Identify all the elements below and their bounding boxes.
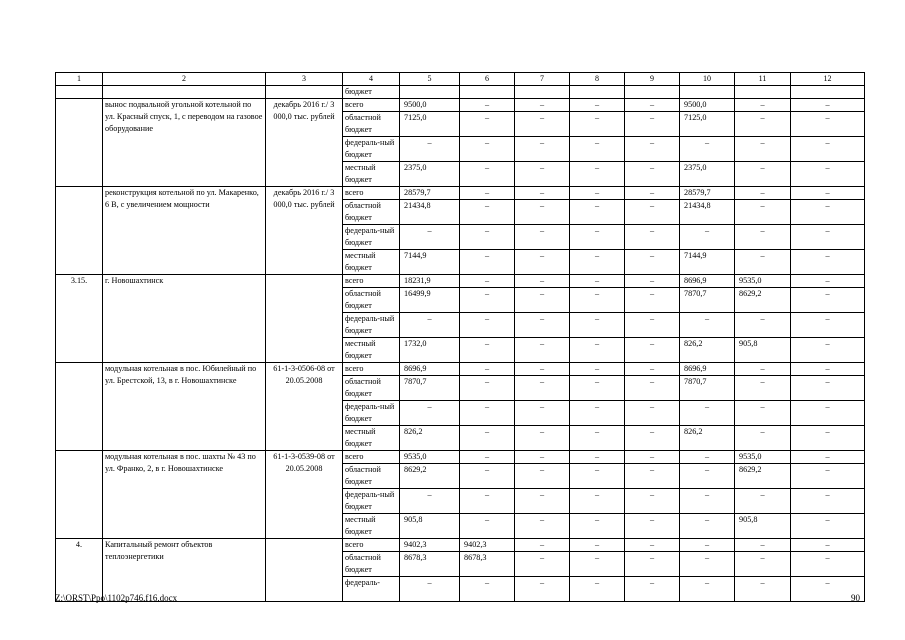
value-cell: 905,8	[400, 514, 460, 539]
value-cell: 8629,2	[400, 464, 460, 489]
value-cell: 8696,9	[680, 275, 735, 288]
value-cell: –	[515, 313, 570, 338]
value-cell: –	[625, 187, 680, 200]
value-cell: –	[625, 426, 680, 451]
value-cell: –	[625, 162, 680, 187]
value-cell: 9402,3	[400, 539, 460, 552]
value-cell: –	[515, 187, 570, 200]
value-cell: –	[791, 489, 865, 514]
value-cell: 8696,9	[680, 363, 735, 376]
value-cell: –	[570, 225, 625, 250]
funding-source: областной бюджет	[343, 112, 400, 137]
budget-table	[55, 72, 865, 602]
value-cell: –	[570, 112, 625, 137]
value-cell: –	[515, 376, 570, 401]
value-cell: 1732,0	[400, 338, 460, 363]
value-cell: –	[735, 250, 791, 275]
item-number	[56, 187, 103, 275]
value-cell: –	[460, 187, 515, 200]
value-cell: –	[400, 137, 460, 162]
value-cell: –	[515, 363, 570, 376]
value-cell: 28579,7	[680, 187, 735, 200]
item-name: Капитальный ремонт объектов теплоэнергетики	[103, 539, 266, 602]
column-number: 6	[460, 73, 515, 86]
value-cell: –	[735, 162, 791, 187]
value-cell: 7144,9	[680, 250, 735, 275]
value-cell: –	[400, 401, 460, 426]
value-cell: –	[460, 401, 515, 426]
value-cell: –	[625, 250, 680, 275]
value-cell: –	[625, 200, 680, 225]
value-cell: –	[791, 162, 865, 187]
value-cell: –	[625, 539, 680, 552]
value-cell: –	[460, 464, 515, 489]
value-cell: –	[570, 539, 625, 552]
value-cell: –	[735, 187, 791, 200]
value-cell: –	[625, 552, 680, 577]
value-cell: –	[570, 162, 625, 187]
value-cell: –	[570, 514, 625, 539]
value-cell: –	[791, 288, 865, 313]
funding-source: местный бюджет	[343, 426, 400, 451]
value-cell: –	[515, 552, 570, 577]
empty-cell	[103, 86, 266, 99]
value-cell: –	[735, 401, 791, 426]
value-cell: –	[791, 187, 865, 200]
value-cell: –	[515, 200, 570, 225]
table-row	[56, 187, 865, 200]
value-cell: –	[791, 338, 865, 363]
value-cell: –	[400, 313, 460, 338]
column-number: 10	[680, 73, 735, 86]
value-cell: –	[625, 338, 680, 363]
value-cell: 9535,0	[400, 451, 460, 464]
column-number: 3	[266, 73, 343, 86]
value-cell: –	[570, 275, 625, 288]
value-cell: 7870,7	[680, 288, 735, 313]
value-cell: –	[515, 225, 570, 250]
funding-source: местный бюджет	[343, 514, 400, 539]
page-number: 90	[851, 593, 860, 603]
table-row	[56, 539, 865, 552]
value-cell: –	[570, 187, 625, 200]
value-cell: –	[791, 376, 865, 401]
value-cell: –	[515, 162, 570, 187]
value-cell: –	[460, 514, 515, 539]
item-name: модульная котельная в пос. шахты № 43 по ул. Франко, 2, в г. Новошахтинске	[103, 451, 266, 539]
value-cell: –	[735, 539, 791, 552]
value-cell: –	[791, 539, 865, 552]
value-cell: –	[735, 426, 791, 451]
funding-source: федераль-ный бюджет	[343, 137, 400, 162]
funding-source: областной бюджет	[343, 376, 400, 401]
value-cell: –	[791, 275, 865, 288]
value-cell: 8678,3	[460, 552, 515, 577]
value-cell: –	[570, 99, 625, 112]
value-cell: –	[625, 275, 680, 288]
funding-source: местный бюджет	[343, 338, 400, 363]
value-cell: –	[625, 577, 680, 602]
funding-source: федераль-ный бюджет	[343, 313, 400, 338]
continuation-label: бюджет	[343, 86, 400, 99]
value-cell: –	[515, 426, 570, 451]
empty-cell	[791, 86, 865, 99]
empty-cell	[570, 86, 625, 99]
value-cell: –	[515, 137, 570, 162]
value-cell: –	[515, 401, 570, 426]
value-cell: –	[680, 451, 735, 464]
value-cell: –	[625, 514, 680, 539]
value-cell: –	[515, 288, 570, 313]
funding-source: местный бюджет	[343, 162, 400, 187]
value-cell: –	[791, 313, 865, 338]
column-number: 8	[570, 73, 625, 86]
table-row	[56, 99, 865, 112]
value-cell: –	[625, 99, 680, 112]
value-cell: –	[570, 200, 625, 225]
value-cell: –	[515, 275, 570, 288]
value-cell: –	[625, 363, 680, 376]
value-cell: –	[680, 137, 735, 162]
value-cell: –	[570, 577, 625, 602]
funding-source: областной бюджет	[343, 552, 400, 577]
value-cell: –	[791, 577, 865, 602]
value-cell: –	[460, 577, 515, 602]
item-number	[56, 99, 103, 187]
value-cell: 7125,0	[400, 112, 460, 137]
column-number: 1	[56, 73, 103, 86]
continuation-row	[56, 86, 865, 99]
value-cell: –	[791, 112, 865, 137]
funding-source: всего	[343, 99, 400, 112]
value-cell: 7125,0	[680, 112, 735, 137]
value-cell: 7870,7	[400, 376, 460, 401]
funding-source: федераль-ный бюджет	[343, 225, 400, 250]
value-cell: –	[570, 552, 625, 577]
value-cell: –	[460, 200, 515, 225]
funding-source: областной бюджет	[343, 200, 400, 225]
table-row	[56, 451, 865, 464]
value-cell: 905,8	[735, 338, 791, 363]
value-cell: –	[515, 539, 570, 552]
value-cell: –	[570, 250, 625, 275]
value-cell: –	[735, 577, 791, 602]
value-cell: 7870,7	[680, 376, 735, 401]
value-cell: 8678,3	[400, 552, 460, 577]
value-cell: –	[791, 552, 865, 577]
item-term-cost: декабрь 2016 г./ 3 000,0 тыс. рублей	[266, 99, 343, 187]
item-number: 3.15.	[56, 275, 103, 363]
value-cell: 21434,8	[680, 200, 735, 225]
value-cell: –	[735, 137, 791, 162]
value-cell: –	[460, 99, 515, 112]
item-term-cost: декабрь 2016 г./ 3 000,0 тыс. рублей	[266, 187, 343, 275]
value-cell: 18231,9	[400, 275, 460, 288]
item-number	[56, 363, 103, 451]
value-cell: –	[791, 514, 865, 539]
funding-source: всего	[343, 539, 400, 552]
value-cell: –	[625, 489, 680, 514]
value-cell: –	[735, 99, 791, 112]
empty-cell	[400, 86, 460, 99]
funding-source: областной бюджет	[343, 288, 400, 313]
value-cell: –	[735, 112, 791, 137]
funding-source: федераль-	[343, 577, 400, 602]
value-cell: –	[400, 489, 460, 514]
item-name: г. Новошахтинск	[103, 275, 266, 363]
funding-source: областной бюджет	[343, 464, 400, 489]
value-cell: –	[680, 401, 735, 426]
value-cell: –	[680, 464, 735, 489]
column-number: 11	[735, 73, 791, 86]
value-cell: –	[735, 225, 791, 250]
value-cell: –	[680, 489, 735, 514]
value-cell: 8696,9	[400, 363, 460, 376]
value-cell: 9402,3	[460, 539, 515, 552]
value-cell: –	[680, 577, 735, 602]
column-number: 9	[625, 73, 680, 86]
empty-cell	[680, 86, 735, 99]
value-cell: –	[680, 514, 735, 539]
value-cell: 826,2	[680, 426, 735, 451]
value-cell: –	[791, 451, 865, 464]
empty-cell	[515, 86, 570, 99]
column-number: 4	[343, 73, 400, 86]
value-cell: 9535,0	[735, 275, 791, 288]
value-cell: –	[791, 200, 865, 225]
column-number: 2	[103, 73, 266, 86]
value-cell: 826,2	[400, 426, 460, 451]
value-cell: –	[735, 200, 791, 225]
funding-source: федераль-ный бюджет	[343, 401, 400, 426]
funding-source: местный бюджет	[343, 250, 400, 275]
empty-cell	[625, 86, 680, 99]
value-cell: –	[625, 225, 680, 250]
column-number: 5	[400, 73, 460, 86]
value-cell: –	[400, 577, 460, 602]
value-cell: –	[570, 451, 625, 464]
value-cell: –	[791, 464, 865, 489]
value-cell: –	[570, 426, 625, 451]
value-cell: –	[735, 376, 791, 401]
header-row	[56, 73, 865, 86]
value-cell: –	[515, 250, 570, 275]
empty-cell	[56, 86, 103, 99]
value-cell: –	[570, 338, 625, 363]
footer-file-path: Z:\ORST\Ppo\1102p746.f16.docx	[55, 593, 178, 603]
value-cell: –	[570, 489, 625, 514]
value-cell: –	[460, 451, 515, 464]
value-cell: –	[625, 376, 680, 401]
funding-source: федераль-ный бюджет	[343, 489, 400, 514]
value-cell: –	[625, 401, 680, 426]
value-cell: –	[625, 451, 680, 464]
value-cell: 826,2	[680, 338, 735, 363]
value-cell: –	[460, 426, 515, 451]
funding-source: всего	[343, 363, 400, 376]
value-cell: –	[570, 464, 625, 489]
value-cell: –	[735, 363, 791, 376]
value-cell: –	[570, 137, 625, 162]
value-cell: –	[460, 137, 515, 162]
value-cell: –	[791, 426, 865, 451]
value-cell: –	[515, 451, 570, 464]
value-cell: 2375,0	[400, 162, 460, 187]
value-cell: –	[570, 401, 625, 426]
value-cell: –	[515, 577, 570, 602]
value-cell: –	[460, 489, 515, 514]
empty-cell	[266, 86, 343, 99]
value-cell: 9535,0	[735, 451, 791, 464]
value-cell: –	[680, 225, 735, 250]
item-name: реконструкция котельной по ул. Макаренко, 6 В, с увеличением мощности	[103, 187, 266, 275]
value-cell: –	[460, 338, 515, 363]
value-cell: –	[570, 288, 625, 313]
funding-source: всего	[343, 451, 400, 464]
item-term-cost: 61-1-3-0539-08 от 20.05.2008	[266, 451, 343, 539]
value-cell: 21434,8	[400, 200, 460, 225]
item-number: 4.	[56, 539, 103, 602]
value-cell: –	[460, 250, 515, 275]
empty-cell	[735, 86, 791, 99]
value-cell: –	[625, 288, 680, 313]
item-name: вынос подвальной угольной котельной по ул. Красный спуск, 1, с переводом на газовое оборудование	[103, 99, 266, 187]
value-cell: –	[735, 489, 791, 514]
value-cell: –	[625, 313, 680, 338]
value-cell: –	[515, 464, 570, 489]
table-row	[56, 363, 865, 376]
column-number: 7	[515, 73, 570, 86]
value-cell: 28579,7	[400, 187, 460, 200]
value-cell: –	[570, 363, 625, 376]
value-cell: –	[460, 376, 515, 401]
item-term-cost: 61-1-3-0506-08 от 20.05.2008	[266, 363, 343, 451]
funding-source: всего	[343, 275, 400, 288]
value-cell: –	[625, 112, 680, 137]
value-cell: –	[625, 464, 680, 489]
value-cell: –	[460, 288, 515, 313]
value-cell: –	[680, 313, 735, 338]
value-cell: –	[515, 99, 570, 112]
value-cell: –	[515, 112, 570, 137]
item-number	[56, 451, 103, 539]
value-cell: –	[515, 338, 570, 363]
value-cell: 2375,0	[680, 162, 735, 187]
value-cell: –	[570, 313, 625, 338]
empty-cell	[460, 86, 515, 99]
value-cell: –	[460, 313, 515, 338]
item-name: модульная котельная в пос. Юбилейный по ул. Брестской, 13, в г. Новошахтинске	[103, 363, 266, 451]
value-cell: –	[735, 552, 791, 577]
value-cell: –	[680, 539, 735, 552]
value-cell: –	[400, 225, 460, 250]
value-cell: –	[791, 363, 865, 376]
value-cell: –	[680, 552, 735, 577]
value-cell: –	[791, 99, 865, 112]
value-cell: –	[515, 489, 570, 514]
column-number: 12	[791, 73, 865, 86]
value-cell: –	[460, 162, 515, 187]
value-cell: –	[460, 275, 515, 288]
value-cell: –	[460, 363, 515, 376]
funding-source: всего	[343, 187, 400, 200]
value-cell: –	[791, 137, 865, 162]
value-cell: 8629,2	[735, 464, 791, 489]
value-cell: –	[515, 514, 570, 539]
value-cell: 7144,9	[400, 250, 460, 275]
value-cell: 9500,0	[680, 99, 735, 112]
value-cell: 8629,2	[735, 288, 791, 313]
value-cell: 905,8	[735, 514, 791, 539]
value-cell: –	[791, 225, 865, 250]
value-cell: 16499,9	[400, 288, 460, 313]
item-term-cost	[266, 275, 343, 363]
value-cell: –	[570, 376, 625, 401]
value-cell: –	[735, 313, 791, 338]
value-cell: 9500,0	[400, 99, 460, 112]
value-cell: –	[791, 401, 865, 426]
value-cell: –	[625, 137, 680, 162]
value-cell: –	[460, 112, 515, 137]
value-cell: –	[791, 250, 865, 275]
value-cell: –	[460, 225, 515, 250]
item-term-cost	[266, 539, 343, 602]
table-row	[56, 275, 865, 288]
